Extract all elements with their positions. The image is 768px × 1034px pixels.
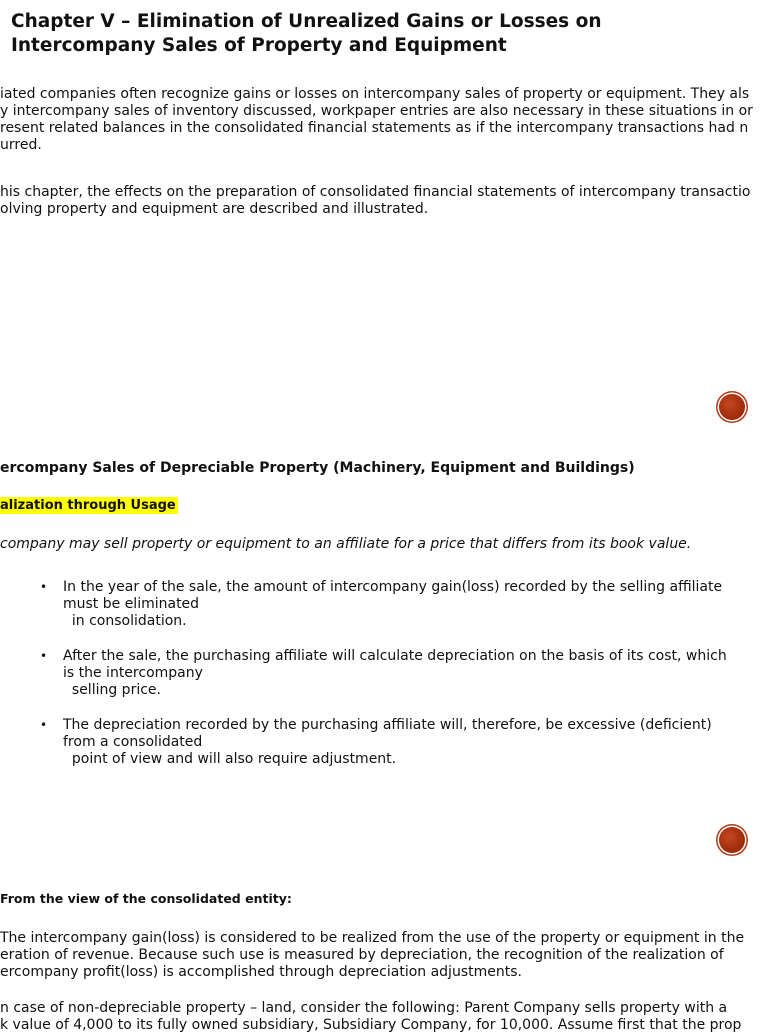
bullet-text: After the sale, the purchasing affiliate will calculate depreciation on the basis of its cost, which is the intercompany selling price. <box>63 648 727 698</box>
slide-marker-icon <box>719 394 745 420</box>
intro-paragraph-1: iated companies often recognize gains or losses on intercompany sales of property or equipment. They als y intercompany sales of inventory discussed, workpaper entries are also necessary in these situations in or resent related balances in the consolidated financial statements as if the intercompany transactions had n urred. <box>0 86 753 153</box>
page-title: Chapter V – Elimination of Unrealized Gains or Losses on Intercompany Sales of Property and Equipment <box>11 11 602 56</box>
bullet-dot: • <box>40 718 48 732</box>
section-heading: ercompany Sales of Depreciable Property (Machinery, Equipment and Buildings) <box>0 460 635 476</box>
view-paragraph: The intercompany gain(loss) is considered to be realized from the use of the property or equipment in the eration of revenue. Because such use is measured by depreciation, the recognition of the realization of ercompany profit(loss) is accomplished through depreciation adjustments. <box>0 930 745 980</box>
bullet-dot: • <box>40 580 48 594</box>
bullet-text: In the year of the sale, the amount of intercompany gain(loss) recorded by the selling affiliate must be eliminated in consolidation. <box>63 579 723 629</box>
bullet-dot: • <box>40 649 48 663</box>
intro-paragraph-2: his chapter, the effects on the preparation of consolidated financial statements of intercompany transactio olving property and equipment are described and illustrated. <box>0 184 751 217</box>
slide-marker-icon <box>719 827 745 853</box>
italic-statement: company may sell property or equipment to an affiliate for a price that differs from its book value. <box>0 536 692 552</box>
land-paragraph: n case of non-depreciable property – land, consider the following: Parent Company sells property with a k value of 4,000 to its fully owned subsidiary, Subsidiary Company, for 10,000. Assume first that the prop <box>0 1000 742 1033</box>
bullet-text: The depreciation recorded by the purchasing affiliate will, therefore, be excessive (deficient) from a consolidated point of view and will also require adjustment. <box>63 717 712 767</box>
subheading-highlight: alization through Usage <box>0 498 176 513</box>
view-heading: From the view of the consolidated entity: <box>0 891 292 906</box>
